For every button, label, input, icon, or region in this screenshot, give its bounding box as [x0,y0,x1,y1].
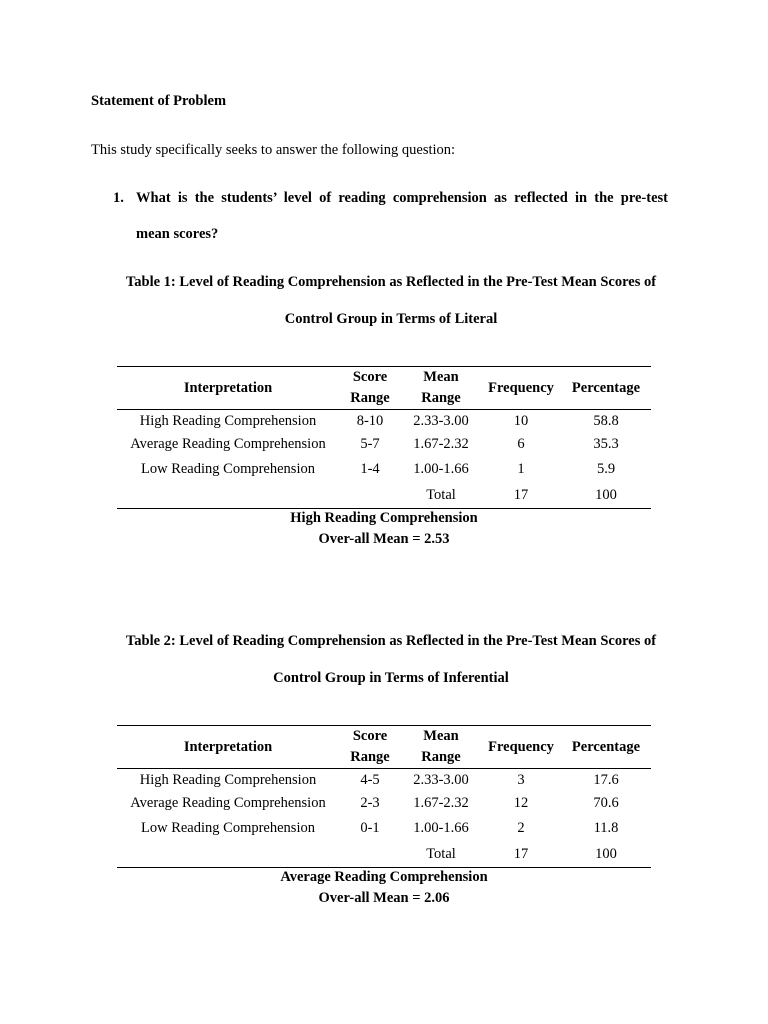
table2-header-mean-1: Mean [423,728,459,744]
table-row [117,769,651,792]
cell-total-percentage: 100 [595,845,617,862]
question-text-line1: What is the students’ level of reading comprehension as reflected in the pre-test [136,190,668,206]
section-heading: Statement of Problem [91,93,227,109]
cell-interpretation: Low Reading Comprehension [141,461,315,477]
cell-score-range: 4-5 [360,771,380,788]
cell-score-range: 2-3 [360,795,380,811]
cell-frequency: 2 [517,820,525,836]
table2-header-score-2: Range [350,749,390,765]
cell-mean-range: 2.33-3.00 [413,771,469,788]
question-text-line2: mean scores? [136,226,219,242]
cell-total-frequency: 17 [513,486,529,503]
table2-header-score-range [339,726,401,769]
cell-score-range: 5-7 [360,436,380,452]
cell-score-range: 0-1 [360,820,380,836]
table2-header-score-1: Score [352,728,388,744]
cell-score-range: 8-10 [356,412,384,429]
table1-header-mean-range [401,367,481,410]
cell-percentage: 70.6 [593,795,619,811]
cell-mean-range: 1.00-1.66 [413,461,469,477]
cell-frequency: 3 [517,771,525,788]
table-row [117,791,651,816]
cell-frequency: 12 [513,795,529,811]
table1-header-mean-2: Range [421,390,461,406]
table1-header-frequency: Frequency [488,379,554,396]
cell-interpretation: Average Reading Comprehension [130,795,326,811]
cell-mean-range: 2.33-3.00 [413,412,469,429]
cell-interpretation: High Reading Comprehension [139,412,317,429]
table2-caption-line1: Table 2: Level of Reading Comprehension as Reflected in the Pre-Test Mean Scores of [125,633,657,649]
table1-header-row [117,367,651,410]
cell-frequency: 6 [517,436,525,452]
cell-percentage: 17.6 [593,771,619,788]
table1-caption-line1: Table 1: Level of Reading Comprehension as Reflected in the Pre-Test Mean Scores of [125,274,657,290]
table1 [117,366,651,509]
cell-total-label: Total [426,486,456,503]
table-row [117,816,651,841]
table1-header-score-range [339,367,401,410]
table1-header-interpretation: Interpretation [183,379,273,396]
table1-summary-mean: Over-all Mean = 2.53 [318,531,450,547]
cell-frequency: 10 [513,412,529,429]
table1-total-row [117,482,651,509]
cell-mean-range: 1.67-2.32 [413,795,469,811]
table2-total-row [117,841,651,868]
cell-total-frequency: 17 [513,845,529,862]
cell-total-percentage: 100 [595,486,617,503]
table1-header-score-2: Range [350,390,390,406]
cell-interpretation: Low Reading Comprehension [141,820,315,836]
table2-summary-mean: Over-all Mean = 2.06 [318,890,450,906]
table1-header-percentage: Percentage [571,379,641,396]
table2-header-mean-2: Range [421,749,461,765]
cell-mean-range: 1.00-1.66 [413,820,469,836]
table-row [117,457,651,482]
table-row [117,410,651,433]
cell-percentage: 11.8 [593,820,619,836]
table1-header-score-1: Score [352,369,388,385]
table2-header-interpretation: Interpretation [183,738,273,755]
question-number: 1. [113,190,124,206]
table2-caption-line2: Control Group in Terms of Inferential [273,670,509,686]
cell-interpretation: High Reading Comprehension [139,771,317,788]
cell-frequency: 1 [517,461,525,477]
cell-score-range: 1-4 [360,461,380,477]
cell-mean-range: 1.67-2.32 [413,436,469,452]
cell-percentage: 35.3 [593,436,619,452]
table2-header-frequency: Frequency [488,738,554,755]
cell-percentage: 5.9 [596,461,616,477]
intro-paragraph: This study specifically seeks to answer the following question: [91,142,456,158]
cell-interpretation: Average Reading Comprehension [130,436,326,452]
table2-header-mean-range [401,726,481,769]
cell-percentage: 58.8 [593,412,619,429]
table2-header-row [117,726,651,769]
table-row [117,432,651,457]
cell-total-label: Total [426,845,456,862]
table1-caption-line2: Control Group in Terms of Literal [284,311,498,327]
table2-header-percentage: Percentage [571,738,641,755]
table1-header-mean-1: Mean [423,369,459,385]
table1-summary-interpretation: High Reading Comprehension [290,510,478,526]
table2-summary-interpretation: Average Reading Comprehension [280,869,488,885]
table2 [117,725,651,868]
